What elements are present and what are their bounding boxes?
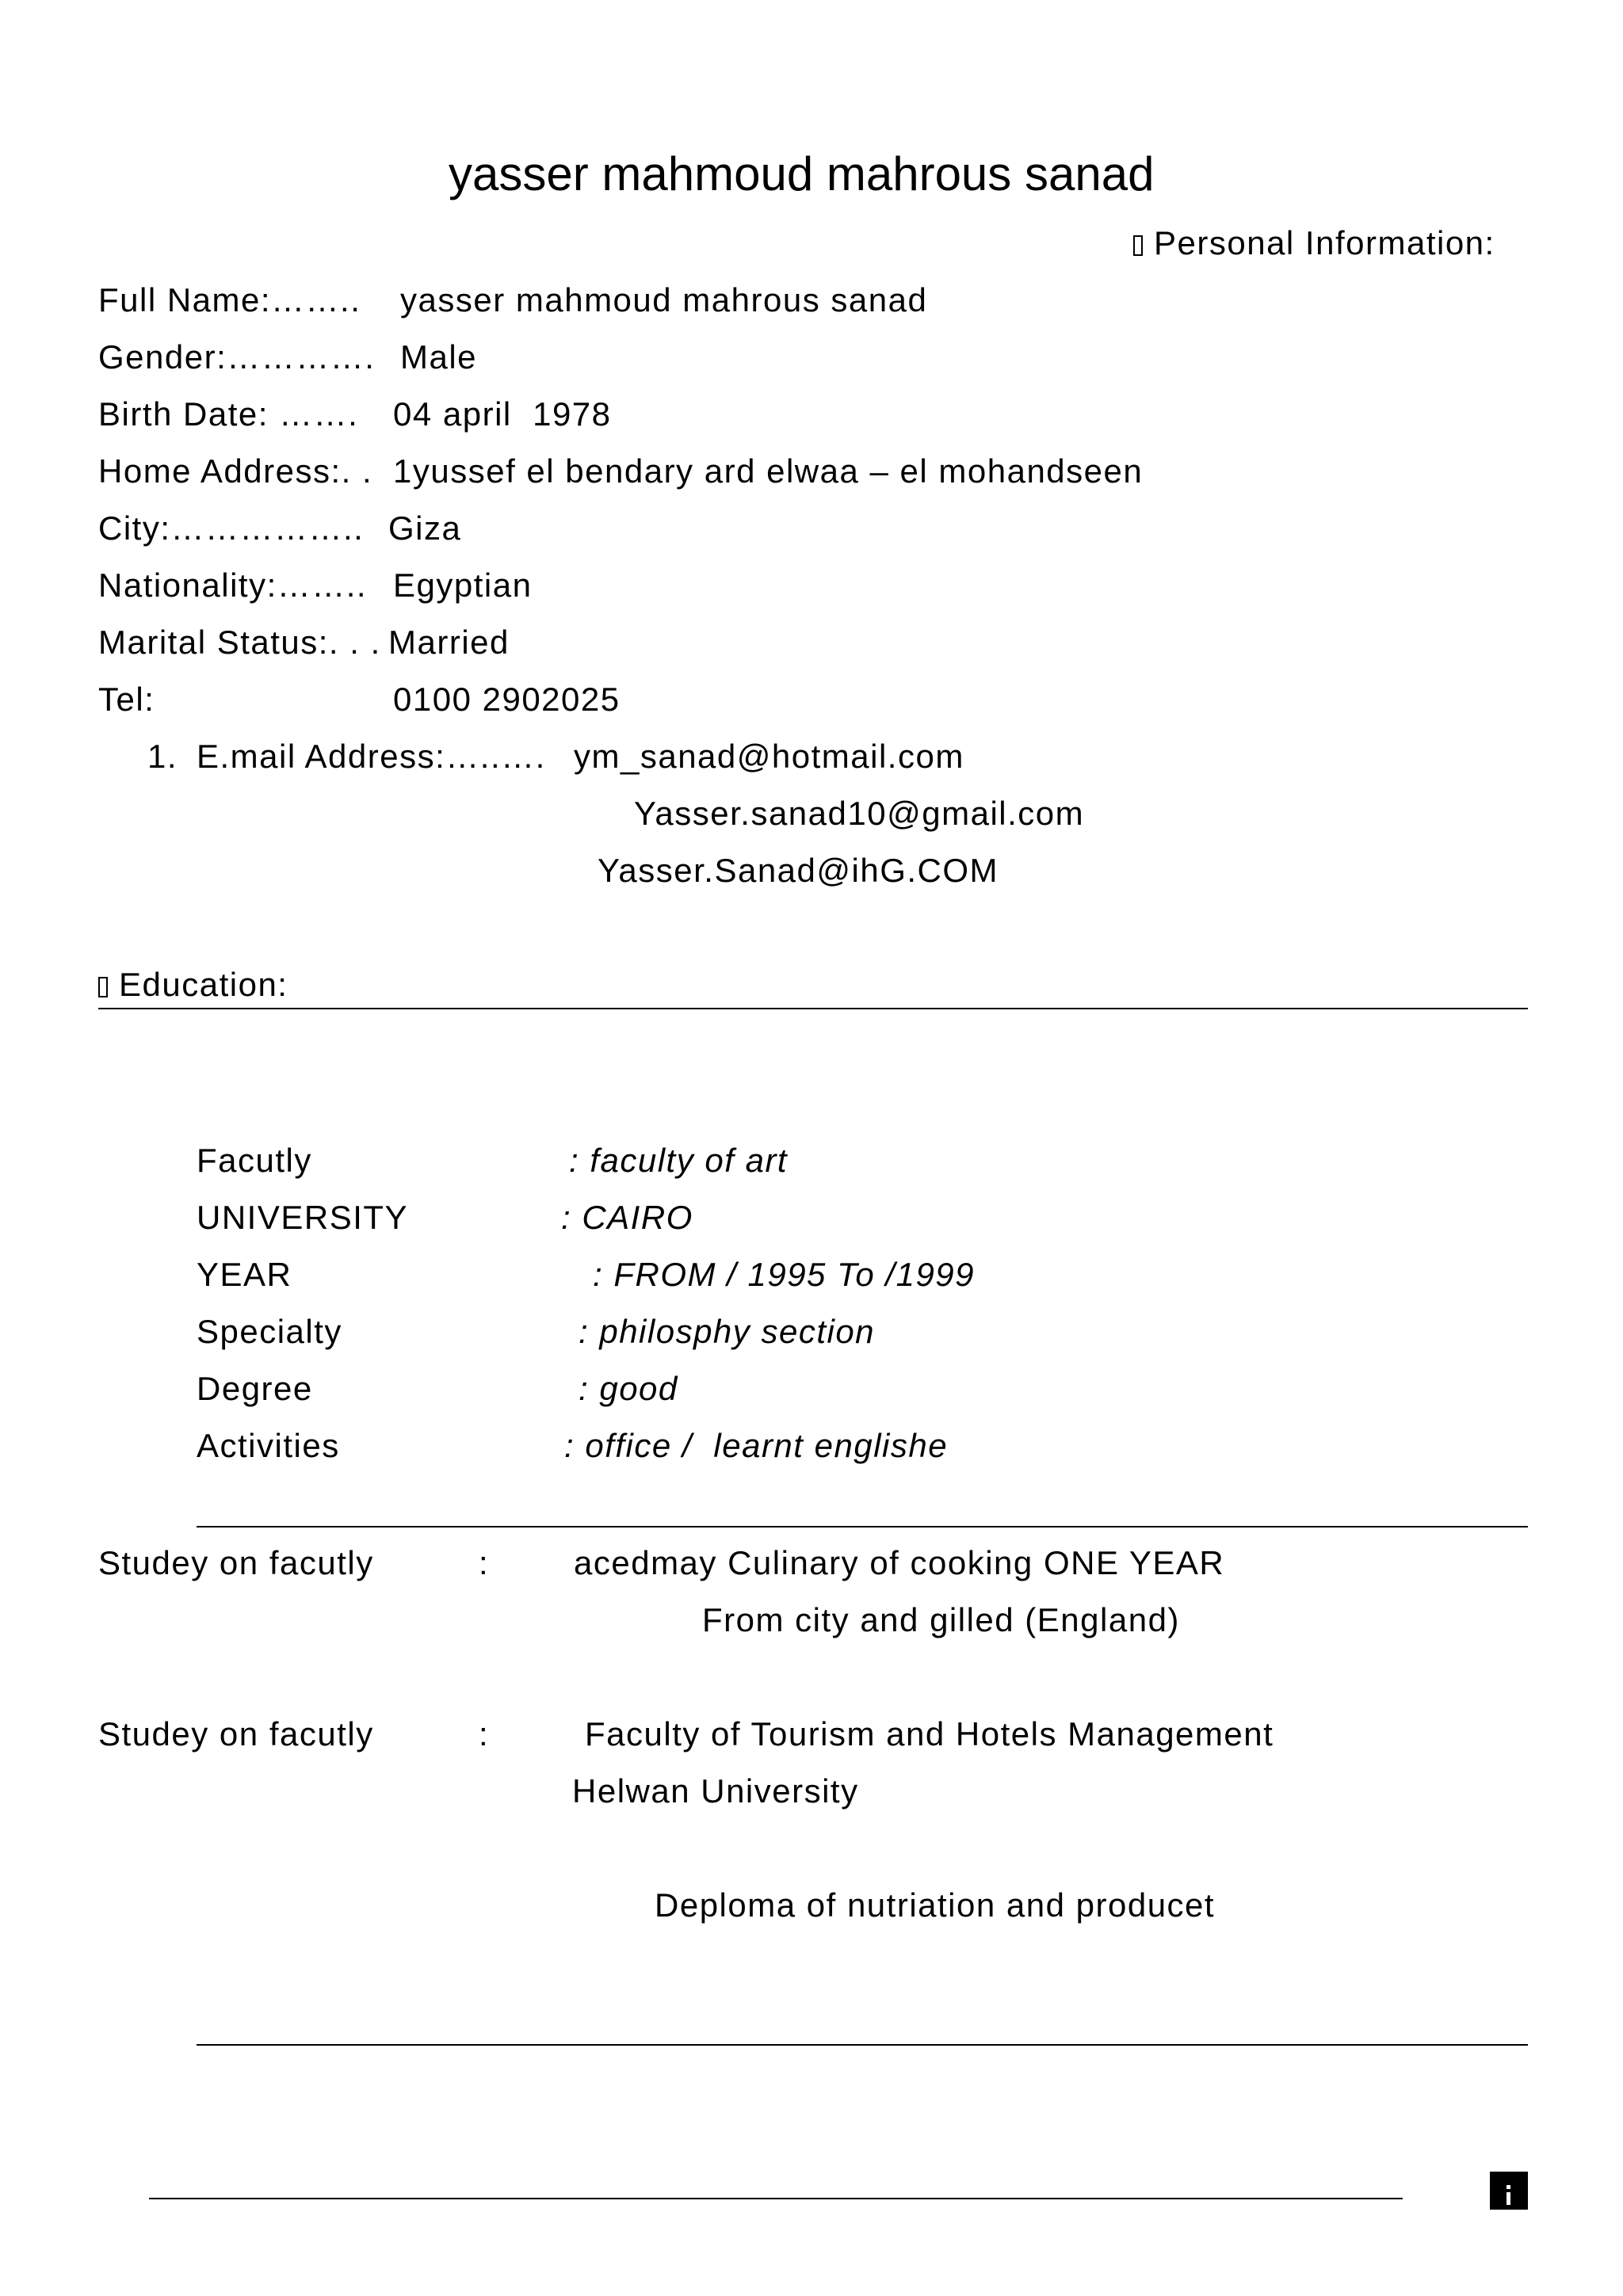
email-value-1: ym_sanad@hotmail.com (574, 738, 964, 775)
tel-label: Tel: (98, 681, 155, 718)
degree-label: Degree (197, 1370, 313, 1407)
study-1-colon: : (479, 1544, 490, 1581)
education-heading-text: Education: (119, 966, 288, 1003)
checkbox-square-icon (98, 977, 108, 997)
specialty-label: Specialty (197, 1313, 342, 1350)
marital-status-label: Marital Status:. . . (98, 624, 381, 661)
home-address-label: Home Address:. . (98, 452, 373, 490)
activities-label: Activities (197, 1427, 340, 1464)
email-label: E.mail Address:…..…. (197, 738, 546, 775)
email-list-number: 1. (147, 738, 178, 775)
faculty-value: : faculty of art (569, 1142, 789, 1179)
home-address-value: 1yussef el bendary ard elwaa – el mohandseen (393, 452, 1144, 490)
study-1-line-2: From city and gilled (England) (702, 1601, 1180, 1638)
birth-date-label: Birth Date: ……. (98, 395, 359, 433)
city-label: City:…………….. (98, 509, 365, 547)
personal-info-heading (1133, 224, 1495, 261)
nationality-value: Egyptian (393, 566, 533, 604)
education-divider (98, 1008, 1528, 1009)
study-2-colon: : (479, 1715, 490, 1753)
email-value-2: Yasser.sanad10@gmail.com (634, 795, 1085, 832)
study-2-line-2: Helwan University (572, 1772, 859, 1810)
study-2-label: Studey on facutly (98, 1715, 374, 1753)
year-value: : FROM / 1995 To /1999 (593, 1256, 976, 1293)
birth-date-value: 04 april 1978 (393, 395, 612, 433)
gender-value: Male (400, 338, 478, 376)
city-value: Giza (388, 509, 462, 547)
diploma-text: Deploma of nutriation and producet (655, 1886, 1216, 1924)
degree-value: : good (579, 1370, 678, 1407)
study-1-label: Studey on facutly (98, 1544, 374, 1581)
full-name-value: yasser mahmoud mahrous sanad (400, 281, 928, 318)
faculty-label: Facutly (197, 1142, 312, 1179)
marital-status-value: Married (388, 624, 510, 661)
study-2-line-1: Faculty of Tourism and Hotels Management (585, 1715, 1274, 1753)
document-title: yasser mahmoud mahrous sanad (449, 147, 1155, 200)
footer-rule (149, 2198, 1403, 2199)
university-value: : CAIRO (561, 1199, 693, 1236)
section-end-divider (197, 2044, 1528, 2046)
checkbox-square-icon (1133, 235, 1143, 256)
tel-value: 0100 2902025 (393, 681, 621, 718)
education-details-divider (197, 1526, 1528, 1527)
year-label: YEAR (197, 1256, 292, 1293)
email-value-3: Yasser.Sanad@ihG.COM (598, 852, 999, 889)
nationality-label: Nationality:…….. (98, 566, 368, 604)
study-1-line-1: acedmay Culinary of cooking ONE YEAR (574, 1544, 1225, 1581)
activities-value: : office / learnt englishe (564, 1427, 949, 1464)
personal-info-heading-text: Personal Information: (1154, 224, 1495, 261)
gender-label: Gender:…………. (98, 338, 376, 376)
full-name-label: Full Name:…….. (98, 281, 361, 318)
education-heading (98, 968, 288, 1001)
university-label: UNIVERSITY (197, 1199, 409, 1236)
specialty-value: : philosphy section (579, 1313, 876, 1350)
page-marker-icon (1490, 2172, 1528, 2210)
